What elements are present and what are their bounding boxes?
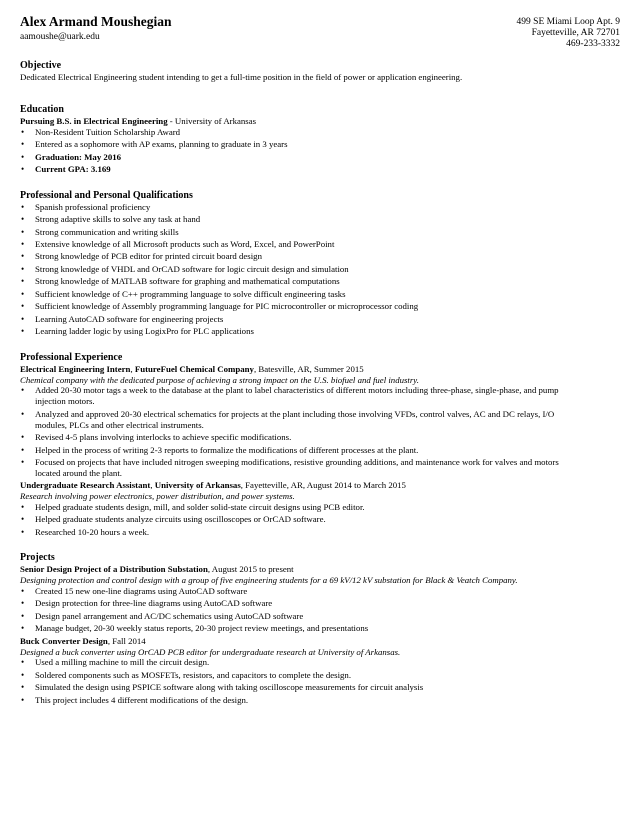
list-item: • Created 15 new one-line diagrams using AutoCAD software (21, 585, 248, 596)
project-details: , August 2015 to present (207, 564, 294, 575)
list-item: • Strong communication and writing skills (21, 226, 179, 237)
list-item: • Manage budget, 20-30 weekly status reports, 20-30 project review meetings, and presentations (21, 623, 369, 634)
list-item: • Design panel arrangement and AC/DC schematics using AutoCAD software (21, 610, 304, 621)
qualifications-heading: Professional and Personal Qualifications (20, 189, 193, 201)
bullet-icon: • (21, 585, 25, 596)
list-item: • Revised 4-5 plans involving interlocks to achieve specific modifications. (21, 432, 292, 443)
project-title: Buck Converter Design (20, 635, 108, 646)
bullet-icon: • (21, 226, 25, 237)
project2-list (20, 657, 620, 705)
list-item: • Strong knowledge of MATLAB software for graphing and mathematical computations (21, 276, 340, 287)
objective-text: Dedicated Electrical Engineering student intending to get a full-time position in the field of power or application engineering. (20, 72, 463, 82)
company-name: University of Arkansas (154, 480, 241, 491)
list-item: • Simulated the design using PSPICE software along with taking oscilloscope measurements for circuit analysis (21, 682, 424, 693)
list-item: • Added 20-30 motor tags a week to the database at the plant to label characteristics of different motors including three-phase, single-phase, and pump injection motors. (21, 385, 559, 407)
list-item: • Analyzed and approved 20-30 electrical schematics for projects at the plant including those involving VFDs, control valves, AC and DC relays, I/O modules, PLCs and other electrical instruments. (21, 408, 555, 430)
list-item: • Strong adaptive skills to solve any task at hand (21, 214, 201, 225)
project-title-line (20, 564, 620, 575)
bullet-icon: • (21, 201, 25, 212)
bullet-icon: • (21, 385, 25, 396)
company-name: FutureFuel Chemical Company (134, 363, 254, 374)
list-item: • Helped graduate students analyze circuits using oscilloscopes or OrCAD software. (21, 514, 326, 525)
list-item: • Strong knowledge of VHDL and OrCAD software for logic circuit design and simulation (21, 263, 349, 274)
list-item: • Helped graduate students design, mill, and solder solid-state circuit designs using PCB editor. (21, 501, 365, 512)
list-item: • Used a milling machine to mill the circuit design. (21, 657, 210, 668)
bullet-icon: • (21, 526, 25, 537)
list-item: • Helped in the process of writing 2-3 reports to formalize the modifications of different processes at the plant. (21, 444, 419, 455)
bullet-icon: • (21, 682, 25, 693)
job2-duties-list (20, 502, 620, 538)
list-item: • Design protection for three-line diagrams using AutoCAD software (21, 598, 273, 609)
email-address: aamoushe@uark.edu (20, 32, 100, 42)
list-item: • Researched 10-20 hours a week. (21, 526, 150, 537)
project-title: Senior Design Project of a Distribution Substation (20, 564, 208, 575)
bullet-icon: • (21, 301, 25, 312)
resume-header (20, 14, 620, 60)
bullet-icon: • (21, 694, 25, 705)
degree-title: Pursuing B.S. in Electrical Engineering (20, 115, 168, 126)
bullet-icon: • (21, 669, 25, 680)
list-item: • Sufficient knowledge of Assembly programming language for PIC microcontroller or microprocessor coding (21, 301, 419, 312)
bullet-icon: • (21, 288, 25, 299)
list-item: • This project includes 4 different modifications of the design. (21, 694, 249, 705)
project-description: Designed a buck converter using OrCAD PCB editor for undergraduate research at University of Arkansas. (20, 646, 401, 657)
experience-heading: Professional Experience (20, 351, 123, 363)
education-degree-line (20, 116, 620, 127)
address-line-2: Fayetteville, AR 72701 (531, 28, 620, 38)
job-details: , Batesville, AR, Summer 2015 (253, 363, 364, 374)
list-item: • Spanish professional proficiency (21, 201, 151, 212)
bullet-icon: • (21, 313, 25, 324)
project-title-line (20, 636, 620, 647)
list-item: • Graduation: May 2016 (21, 151, 122, 162)
job1-duties-list (20, 385, 620, 478)
bullet-icon: • (21, 126, 25, 137)
job-details: , Fayetteville, AR, August 2014 to March 2015 (240, 480, 406, 491)
bullet-icon: • (21, 514, 25, 525)
bullet-icon: • (21, 444, 25, 455)
bullet-icon: • (21, 432, 25, 443)
address-line-1: 499 SE Miami Loop Apt. 9 (516, 17, 620, 27)
list-item: • Learning AutoCAD software for engineering projects (21, 313, 224, 324)
bullet-icon: • (21, 238, 25, 249)
contact-block (517, 17, 620, 50)
bullet-icon: • (21, 164, 25, 175)
job-title: Undergraduate Research Assistant (20, 480, 151, 491)
objective-heading: Objective (20, 60, 62, 71)
bullet-icon: • (21, 251, 25, 262)
list-item: • Strong knowledge of PCB editor for printed circuit board design (21, 251, 262, 262)
job-title-line: Undergraduate Research Assistant, University of Arkansas, Fayetteville, AR, August 2014 to March 2015 (20, 480, 406, 491)
list-item: • Non-Resident Tuition Scholarship Award (21, 126, 181, 137)
projects-heading: Projects (20, 552, 55, 564)
bullet-icon: • (21, 263, 25, 274)
project-description: Designing protection and control design with a group of five engineering students for a 69 kV/12 kV substation for Black & Veatch Company. (20, 575, 518, 586)
job-description: Research involving power electronics, power distribution, and power systems. (20, 491, 295, 502)
list-item: • Extensive knowledge of all Microsoft products such as Word, Excel, and PowerPoint (21, 238, 335, 249)
job-title: Electrical Engineering Intern (20, 363, 131, 374)
bullet-icon: • (21, 610, 25, 621)
education-heading: Education (20, 103, 64, 115)
job-title-line: Electrical Engineering Intern, FutureFuel Chemical Company, Batesville, AR, Summer 2015 (20, 363, 364, 374)
list-item: • Soldered components such as MOSFETs, resistors, and capacitors to complete the design. (21, 669, 352, 680)
project1-list (20, 586, 620, 634)
list-item: • Entered as a sophomore with AP exams, planning to graduate in 3 years (21, 139, 288, 150)
phone-number: 469-233-3332 (566, 39, 620, 49)
bullet-icon: • (21, 598, 25, 609)
school-name: - University of Arkansas (167, 115, 257, 126)
bullet-icon: • (21, 139, 25, 150)
bullet-icon: • (21, 623, 25, 634)
list-item: • Sufficient knowledge of C++ programming language to solve difficult engineering tasks (21, 288, 346, 299)
list-item: • Current GPA: 3.169 (21, 164, 111, 175)
bullet-icon: • (21, 657, 25, 668)
bullet-icon: • (21, 151, 25, 162)
bullet-icon: • (21, 501, 25, 512)
list-item: • Learning ladder logic by using LogixPro for PLC applications (21, 326, 254, 337)
bullet-icon: • (21, 326, 25, 337)
project-details: , Fall 2014 (107, 635, 146, 646)
education-list (20, 127, 620, 175)
job-description: Chemical company with the dedicated purpose of achieving a strong impact on the U.S. biofuel and fuel industry. (20, 374, 419, 385)
bullet-icon: • (21, 456, 25, 467)
applicant-name: Alex Armand Moushegian (20, 14, 172, 29)
qualifications-list (20, 202, 620, 338)
resume-page (20, 14, 620, 707)
list-item: • Focused on projects that have included nitrogen sweeping modifications, resistive grounding additions, and maintenance work for valves and motors located around the plant. (21, 456, 559, 478)
bullet-icon: • (21, 276, 25, 287)
bullet-icon: • (21, 214, 25, 225)
bullet-icon: • (21, 408, 25, 419)
